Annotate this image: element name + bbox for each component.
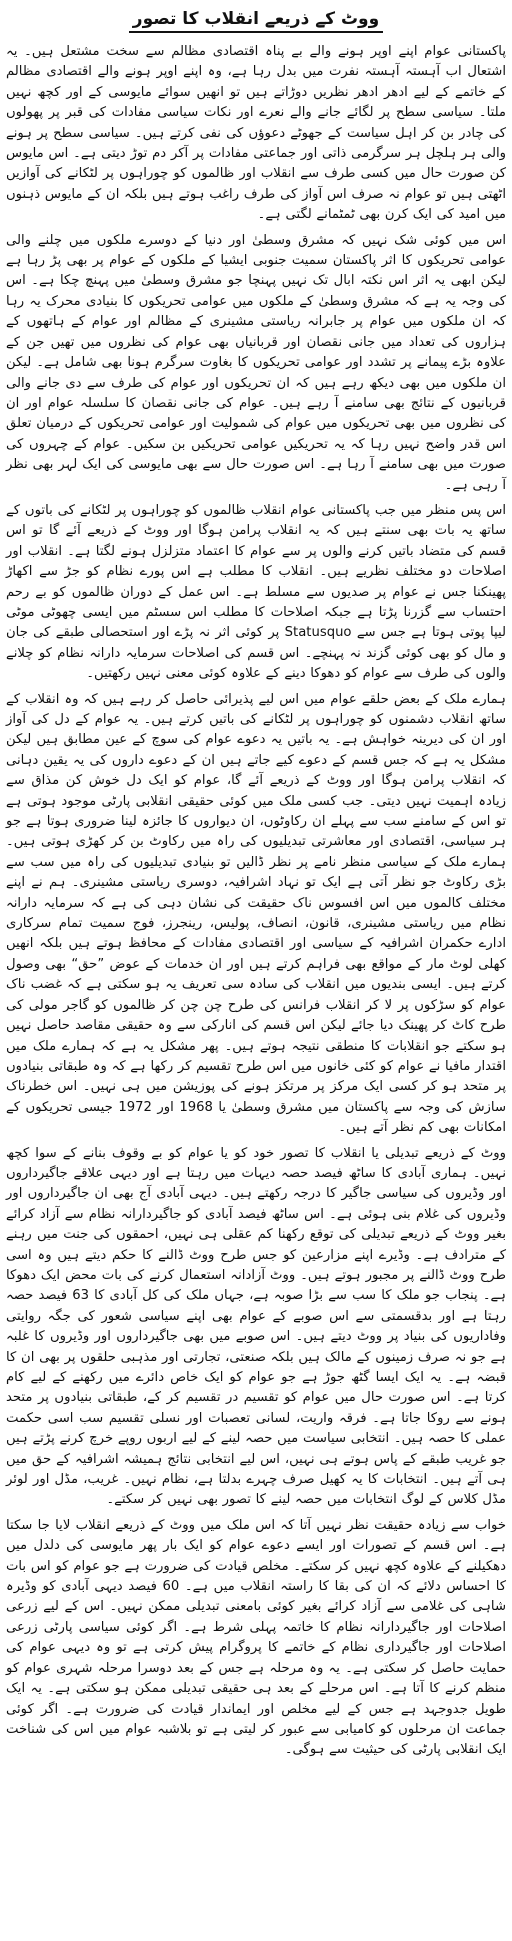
article-paragraph-3: اس پس منظر میں جب پاکستانی عوام انقلاب ظالموں کو چوراہوں پر لٹکانے کی باتوں کے ساتھ یہ بات بھی سنتے ہیں کہ یہ انقلاب پرامن ہوگا اور ووٹ کے ذریعے آئے گا تو اس قسم کی متضاد باتیں کرنے والوں پر سے عوام کا اعتماد متزلزل ہونے لگتا ہے۔ انقلاب اور اصلاحات دو مختلف نظریے ہیں۔ انقلاب کا مطلب ہے اس پورے نظام کو جڑ سے اکھاڑ پھینکنا جس نے عوام پر صدیوں سے مسلط ہے۔ اس عمل کے دوران ظالموں کو بے رحم احتساب سے گزرنا پڑتا ہے جبکہ اصلاحات کا مطلب اس سسٹم میں ایسی چھوٹی موٹی لیپا پوتی ہوتا ہے جس سے Statusquo پر کوئی اثر نہ پڑے اور استحصالی طبقے کی جان و مال کو بھی کوئی گزند نہ پہنچے۔ اس قسم کی اصلاحات سرمایہ دارانہ نظام کو چلانے والوں کی طرف سے عوام کو دھوکا دینے کے علاوہ کوئی معنی نہیں رکھتیں۔ (6, 502, 506, 682)
article-paragraph-2: اس میں کوئی شک نہیں کہ مشرق وسطیٰ اور دنیا کے دوسرے ملکوں میں چلنے والی عوامی تحریکوں کا اثر پاکستان سمیت جنوبی ایشیا کے ملکوں کے عوام پر بھی پڑ رہا ہے لیکن ابھی یہ اثر اس نکتہ ابال تک نہیں پہنچا جو مشرق وسطیٰ میں پہنچ چکا ہے۔ اس کی وجہ یہ ہے کہ مشرق وسطیٰ کے ملکوں میں عوامی تحریکوں کا بنیادی محرک یہ رہا کہ ان ملکوں میں عوام پر جابرانہ ریاستی مشینری کے مظالم اور عوام کے ہاتھوں کے ہزاروں کی تعداد میں جانی نقصان اور قربانیاں بھی عوام کی نظروں میں تھیں جن کے علاوہ بڑے پیمانے پر تشدد اور عوامی تحریکوں کا بغاوت سرگرم ہونا بھی شامل ہے۔ لیکن ان ملکوں میں بھی دیکھ رہے ہیں کہ ان تحریکوں اور عوام کی طرف سے دی جانے والی قربانیوں کے نتائج بھی سامنے آ رہے ہیں۔ عوام کی جانی نقصان کا سلسلہ عوام اور ان کی نظروں میں بھی تحریکوں میں عوام کی شمولیت اور عوامی تحریکوں کے درمیان تعلق اس قدر واضح نہیں رہا کہ یہ تحریکیں عوامی تحریکیں بن سکیں۔ عوام کے چہروں کی صورت میں بھی سامنے آ رہا ہے۔ اس صورت حال سے بھی مایوسی کی ایک لہر بھی نظر آ رہی ہے۔ (6, 232, 506, 493)
headline-text: ووٹ کے ذریعے انقلاب کا تصور (129, 9, 383, 33)
article-paragraph-6: خواب سے زیادہ حقیقت نظر نہیں آتا کہ اس ملک میں ووٹ کے ذریعے انقلاب لایا جا سکتا ہے۔ اس قسم کے تصورات اور ایسے دعوے عوام کو ایک بار پھر مایوسی کی دلدل میں دھکیلنے کے علاوہ کچھ نہیں کر سکتے۔ مخلص قیادت کی ضرورت ہے جو عوام کو اس بات کا احساس دلائے کہ ان کی بقا کا راستہ انقلاب میں ہے۔ 60 فیصد دیہی آبادی کو وڈیرہ شاہی کی غلامی سے آزاد کرائے بغیر کوئی بامعنی تبدیلی ممکن نہیں۔ اس کے لیے زرعی اصلاحات اور جاگیردارانہ نظام کا خاتمہ پہلی شرط ہے۔ اگر کوئی سیاسی پارٹی زرعی اصلاحات اور جاگیرداری نظام کے خاتمے کا پروگرام پیش کرتی ہے تو وہ دیہی عوام کی حمایت حاصل کر سکتی ہے۔ یہ وہ مرحلہ ہے جس کے بعد دوسرا مرحلہ شہری عوام کو منظم کرنے کا آتا ہے۔ اس مرحلے کے بعد ہی حقیقی تبدیلی ممکن ہو سکتی ہے۔ یہ ایک طویل جدوجہد ہے جس کے لیے مخلص اور ایماندار قیادت کی ضرورت ہے۔ اگر کوئی جماعت ان مرحلوں کو کامیابی سے عبور کر لیتی ہے تو بلاشبہ عوام میں اس کی شناخت ایک انقلابی پارٹی کی حیثیت سے ہوگی۔ (6, 1517, 506, 1758)
article-paragraph-1: پاکستانی عوام اپنے اوپر ہونے والے بے پناہ اقتصادی مظالم سے سخت مشتعل ہیں۔ یہ اشتعال اب آہستہ آہستہ نفرت میں بدل رہا ہے، وہ اپنے اوپر ہونے والے اقتصادی مظالم کے خاتمے کے لیے ادھر ادھر نظریں دوڑاتے ہیں تو انھیں سوائے مایوسی کے اور کچھ نہیں ملتا۔ سیاسی سطح پر لگائے جانے والے نعرے اور نکات سیاسی مفادات کی قبر پر پھولوں کی چادر بن کر اہل سیاست کے جھوٹے دعوؤں کی نفی کرتے ہیں۔ سیاسی سطح پر ہونے والی ہر ہلچل ہر سرگرمی ذاتی اور جماعتی مفادات پر آکر دم توڑ دیتی ہے۔ اس مایوس کن صورت حال میں کسی طرف سے انقلاب اور ظالموں کو چوراہوں پر لٹکانے کی آوازیں اٹھتی ہیں تو عوام نہ صرف اس آواز کی طرف راغب ہوتے ہیں بلکہ ان کے مایوس ذہنوں میں امید کی ایک کرن بھی ٹمٹمانے لگتی ہے۔ (6, 44, 506, 223)
article-paragraph-5: ووٹ کے ذریعے تبدیلی یا انقلاب کا تصور خود کو یا عوام کو بے وقوف بنانے کے سوا کچھ نہیں۔ ہماری آبادی کا ساٹھ فیصد حصہ دیہات میں رہتا ہے اور دیہی علاقے جاگیرداروں اور وڈیروں کی سیاسی جاگیر کا درجہ رکھتے ہیں۔ دیہی آبادی آج بھی ان جاگیرداروں اور وڈیروں کی غلام بنی ہوئی ہے۔ اس ساٹھ فیصد آبادی کو جاگیردارانہ نظام سے آزاد کرائے بغیر ووٹ کے ذریعے تبدیلی کی توقع رکھنا کم عقلی ہی نہیں، احمقوں کی جنت میں رہنے کے مترادف ہے۔ وڈیرے اپنے مزارعین کو جس طرح ووٹ ڈالنے کا حکم دیتے ہیں وہ اسی طرح ووٹ ڈالنے پر مجبور ہوتے ہیں۔ ووٹ آزادانہ استعمال کرنے کی بات محض ایک دھوکا ہے۔ پنجاب جو ملک کا سب سے بڑا صوبہ ہے، جہاں ملک کی کل آبادی کا 63 فیصد حصہ رہتا ہے اور بدقسمتی سے اس صوبے کے عوام بھی اپنے سیاسی شعور کی جگہ روایتی وفاداریوں کی بنیاد پر ووٹ دیتے ہیں۔ اس صوبے میں بھی جاگیرداروں اور وڈیروں کا غلبہ ہے جو نہ صرف زمینوں کے مالک ہیں بلکہ صنعتی، تجارتی اور مذہبی حلقوں پر بھی ان کا قبضہ ہے۔ یہ ایک ایسا گٹھ جوڑ ہے جو عوام کو ایک خاص دائرے میں رکھنے کے لیے کام کرتا ہے۔ اس صورت حال میں عوام کو تقسیم در تقسیم کر کے، طبقاتی بنیادوں پر متحد ہونے سے روکا جاتا ہے۔ فرقہ واریت، لسانی تعصبات اور نسلی تقسیم سب اسی حکمت عملی کا حصہ ہیں۔ انتخابی سیاست میں حصہ لینے کے لیے اربوں روپے خرچ کرنے پڑتے ہیں جو غریب طبقے کے پاس ہوتے ہی نہیں، اس لیے انتخابی نتائج ہمیشہ اشرافیہ کے حق میں ہی آتے ہیں۔ انتخابات کا یہ کھیل صرف چہرے بدلتا ہے، نظام نہیں۔ غریب، مڈل اور لوئر مڈل کلاس کے لوگ انتخابات میں حصہ لینے کا تصور بھی نہیں کر سکتے۔ (6, 1145, 506, 1508)
article-paragraph-4: ہمارے ملک کے بعض حلقے عوام میں اس لیے پذیرائی حاصل کر رہے ہیں کہ وہ انقلاب کے ساتھ انقلاب دشمنوں کو چوراہوں پر لٹکانے کی باتیں کرتے ہیں۔ یہ عوام کے دل کی آواز اور ان کی دیرینہ خواہش ہے۔ یہ باتیں یہ دعوے عوام کی سوچ کے عین مطابق ہیں لیکن مشکل یہ ہے کہ جس قسم کے دعوے کیے جاتے ہیں ان کے دعوے داروں کی یہ یقین دہانی کہ انقلاب پرامن ہوگا اور ووٹ کے ذریعے آئے گا، عوام کو ایک دل خوش کن مذاق سے زیادہ اہمیت نہیں دیتی۔ جب کسی ملک میں کوئی حقیقی انقلابی پارٹی موجود ہوتی ہے تو اس کے سامنے سب سے پہلے ان رکاوٹوں، ان دیواروں کا جائزہ لینا ضروری ہوتا ہے جو ہر سیاسی، اقتصادی اور معاشرتی تبدیلیوں کی راہ میں رکاوٹ بن کر کھڑی ہوتی ہیں۔ ہمارے ملک کے سیاسی منظر نامے پر نظر ڈالیں تو بنیادی تبدیلیوں کی راہ میں سب سے بڑی رکاوٹ جو نظر آتی ہے ایک تو نہاد اشرافیہ، دوسری ریاستی مشینری۔ ہم نے اپنے مختلف کالموں میں اس افسوس ناک حقیقت کی نشان دہی کی ہے کہ سرمایہ دارانہ نظام میں ریاستی مشینری، قانون، انصاف، پولیس، رینجرز، فوج سمیت تمام سرکاری ادارے حکمران اشرافیہ کے سیاسی اور اقتصادی مفادات کے محافظ ہوتے ہیں بلکہ انھیں کھلی لوٹ مار کے مواقع بھی فراہم کرتے ہیں اور ان خدمات کے عوض ”حق“ بھی وصول کرتے ہیں۔ ایسی بندیوں میں انقلاب کی سادہ سی تعریف یہ ہو سکتی ہے کہ غضب ناک عوام کو سڑکوں پر لا کر انقلاب فرانس کی طرح چن چن کر ظالموں کو گاجر مولی کی طرح کاٹ کر پھینک دیا جائے لیکن اس قسم کی انارکی سے وہ حقیقی مقاصد حاصل نہیں ہو سکتے جو انقلابات کا منطقی نتیجہ ہوتے ہیں۔ پھر مشکل یہ ہے کہ ہمارے ملک میں اقتدار مافیا نے عوام کو کئی خانوں میں اس طرح تقسیم کر رکھا ہے کہ وہ طبقاتی بنیادوں پر متحد ہو کر کسی ایک مرکز پر مرتکز ہونے کی پوزیشن میں ہی نہیں۔ اس خطرناک سازش کی وجہ سے پاکستان میں مشرق وسطیٰ یا 1968 اور 1972 جیسی تحریکوں کے امکانات بھی کم نظر آتے ہیں۔ (6, 691, 506, 1136)
article-headline (6, 6, 506, 36)
